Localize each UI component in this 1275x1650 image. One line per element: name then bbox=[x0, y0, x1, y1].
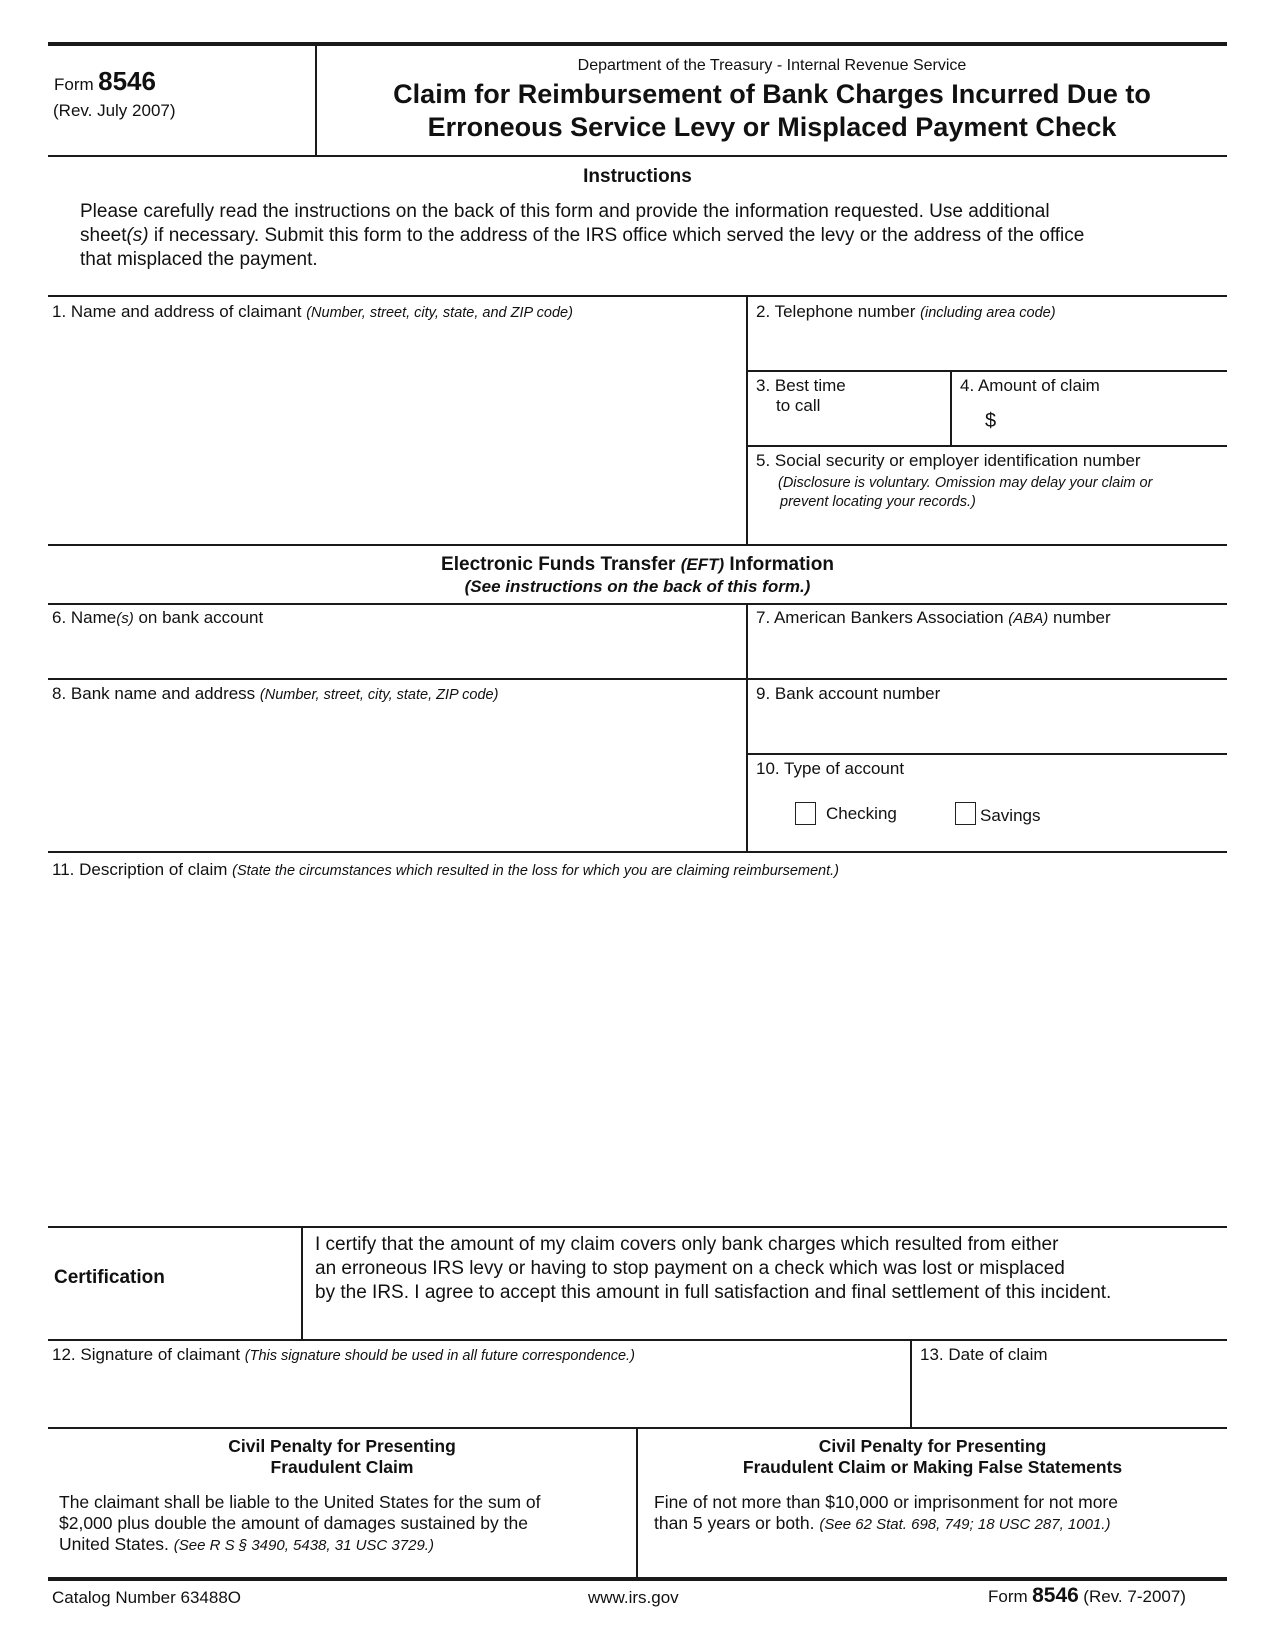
certification-line2: an erroneous IRS levy or having to stop payment on a check which was lost or misplaced bbox=[315, 1258, 1065, 1279]
rule-certification-bottom bbox=[48, 1339, 1227, 1341]
rule-bank-bottom bbox=[48, 851, 1227, 853]
footer-form-revision: (Rev. 7-2007) bbox=[1083, 1587, 1186, 1606]
eft-heading-b: Information bbox=[724, 554, 834, 575]
field-5-label: 5. Social security or employer identification number bbox=[756, 451, 1141, 470]
aba-number-input[interactable] bbox=[756, 636, 1221, 672]
field-6-label-a: 6. Name bbox=[52, 608, 117, 627]
field-2-label bbox=[756, 302, 1056, 323]
eft-heading-italic: (EFT) bbox=[680, 555, 725, 574]
instructions-line2-b: if necessary. Submit this form to the address of the IRS office which served the levy or the address of the office bbox=[148, 225, 1085, 246]
form-title-line2: Erroneous Service Levy or Misplaced Payment Check bbox=[427, 112, 1117, 142]
divider-col-bank bbox=[746, 604, 748, 852]
instructions-text bbox=[80, 200, 1084, 272]
field-12-label bbox=[52, 1345, 635, 1366]
penalty-left bbox=[48, 1436, 636, 1556]
claim-date-input[interactable] bbox=[920, 1372, 1220, 1422]
field-1-hint: (Number, street, city, state, and ZIP code) bbox=[306, 305, 573, 321]
rule-after-f6-f7 bbox=[48, 678, 1227, 680]
ssn-ein-input[interactable] bbox=[756, 515, 1221, 541]
rule-after-f3-f4 bbox=[746, 445, 1227, 447]
footer-form-word: Form bbox=[988, 1587, 1028, 1606]
form-id bbox=[54, 66, 156, 97]
penalty-right-body bbox=[638, 1492, 1227, 1535]
field-6-label-b: on bank account bbox=[133, 608, 264, 627]
field-6-label-italic: (s) bbox=[116, 610, 134, 627]
footer-form-id bbox=[988, 1584, 1186, 1608]
penalty-left-citation: (See R S § 3490, 5438, 31 USC 3729.) bbox=[173, 1537, 434, 1554]
form-word: Form bbox=[54, 75, 94, 94]
field-3-label bbox=[756, 376, 846, 416]
certification-label: Certification bbox=[54, 1267, 165, 1288]
penalty-left-body-line3-text: United States. bbox=[59, 1534, 169, 1554]
penalty-left-body-line3 bbox=[59, 1534, 636, 1556]
field-12-hint: (This signature should be used in all future correspondence.) bbox=[244, 1348, 635, 1364]
header-title-block bbox=[317, 56, 1227, 144]
penalty-right-title-line2: Fraudulent Claim or Making False Statements bbox=[742, 1457, 1123, 1477]
checking-checkbox[interactable] bbox=[795, 802, 816, 825]
field-9-label: 9. Bank account number bbox=[756, 684, 941, 703]
instructions-line1: Please carefully read the instructions on the back of this form and provide the information requested. Use additional bbox=[80, 201, 1050, 222]
divider-signature-date bbox=[910, 1340, 912, 1428]
field-8-hint: (Number, street, city, state, ZIP code) bbox=[259, 687, 499, 703]
field-11-label-text: 11. Description of claim bbox=[52, 860, 228, 879]
field-1-label-text: 1. Name and address of claimant bbox=[52, 302, 302, 321]
certification-line3: by the IRS. I agree to accept this amount in full satisfaction and final settlement of this incident. bbox=[315, 1282, 1112, 1303]
top-rule bbox=[48, 42, 1227, 46]
field-13-label: 13. Date of claim bbox=[920, 1345, 1048, 1364]
penalty-right-body-line2-text: than 5 years or both. bbox=[654, 1513, 815, 1533]
savings-label: Savings bbox=[980, 806, 1041, 825]
field-5-hint-line1: (Disclosure is voluntary. Omission may delay your claim or bbox=[778, 475, 1153, 491]
bank-account-number-input[interactable] bbox=[756, 712, 1221, 748]
rule-after-f9 bbox=[746, 753, 1227, 755]
form-title-line1: Claim for Reimbursement of Bank Charges Incurred Due to bbox=[393, 79, 1151, 109]
rule-after-f2 bbox=[746, 370, 1227, 372]
field-5-hint-line2: prevent locating your records.) bbox=[780, 494, 976, 510]
penalty-left-body bbox=[48, 1492, 636, 1556]
certification-text bbox=[315, 1233, 1111, 1305]
field-6-label bbox=[52, 608, 263, 629]
field-2-label-text: 2. Telephone number bbox=[756, 302, 916, 321]
field-7-label-b: number bbox=[1048, 608, 1111, 627]
field-11-label bbox=[52, 860, 839, 881]
field-12-label-text: 12. Signature of claimant bbox=[52, 1345, 241, 1364]
best-time-to-call-input[interactable] bbox=[846, 410, 946, 440]
instructions-line2-a: sheet bbox=[80, 225, 127, 246]
field-8-label-text: 8. Bank name and address bbox=[52, 684, 256, 703]
field-11-hint: (State the circumstances which resulted in the loss for which you are claiming reimbursement.) bbox=[232, 863, 839, 879]
divider-f3-f4 bbox=[950, 371, 952, 446]
bottom-rule bbox=[48, 1577, 1227, 1581]
header-bottom-rule bbox=[48, 155, 1227, 157]
penalty-right-body-line1: Fine of not more than $10,000 or imprisonment for not more bbox=[654, 1492, 1118, 1512]
instructions-line2 bbox=[80, 224, 1084, 248]
checking-label: Checking bbox=[826, 804, 897, 823]
dollar-sign: $ bbox=[985, 410, 997, 432]
field-4-label: 4. Amount of claim bbox=[960, 376, 1100, 395]
claimant-name-address-input[interactable] bbox=[52, 326, 740, 540]
bank-name-address-input[interactable] bbox=[52, 710, 740, 846]
telephone-input[interactable] bbox=[756, 330, 1221, 364]
certification-line1: I certify that the amount of my claim covers only bank charges which resulted from either bbox=[315, 1234, 1059, 1255]
field-2-hint: (including area code) bbox=[920, 305, 1056, 321]
penalty-right bbox=[638, 1436, 1227, 1535]
penalty-left-body-line2: $2,000 plus double the amount of damages sustained by the bbox=[59, 1513, 528, 1533]
rule-certification-top bbox=[48, 1226, 1227, 1228]
irs-website: www.irs.gov bbox=[588, 1588, 679, 1607]
field-3-label-line2: to call bbox=[776, 396, 821, 415]
penalty-left-body-line1: The claimant shall be liable to the United States for the sum of bbox=[59, 1492, 541, 1512]
penalty-left-title-line2: Fraudulent Claim bbox=[270, 1457, 414, 1477]
field-3-label-line1: 3. Best time bbox=[756, 376, 846, 395]
rule-section1-top bbox=[48, 295, 1227, 297]
field-7-label bbox=[756, 608, 1111, 629]
field-10-label: 10. Type of account bbox=[756, 759, 905, 778]
claim-description-input[interactable] bbox=[52, 886, 1222, 1216]
savings-checkbox[interactable] bbox=[955, 802, 976, 825]
field-8-label bbox=[52, 684, 498, 705]
eft-subheading: (See instructions on the back of this form.) bbox=[464, 577, 811, 596]
rule-eft-bottom bbox=[48, 603, 1227, 605]
form-revision: (Rev. July 2007) bbox=[53, 101, 176, 120]
form-number: 8546 bbox=[98, 66, 156, 96]
penalty-right-citation: (See 62 Stat. 698, 749; 18 USC 287, 1001.) bbox=[819, 1516, 1111, 1533]
penalty-right-body-line2 bbox=[654, 1513, 1227, 1535]
instructions-heading: Instructions bbox=[583, 166, 692, 187]
eft-heading bbox=[48, 554, 1227, 576]
agency-name: Department of the Treasury - Internal Revenue Service bbox=[577, 57, 967, 74]
claim-amount-input[interactable] bbox=[1003, 408, 1221, 438]
eft-heading-a: Electronic Funds Transfer bbox=[441, 554, 681, 575]
field-7-label-a: 7. American Bankers Association bbox=[756, 608, 1009, 627]
footer-form-number: 8546 bbox=[1032, 1584, 1079, 1607]
rule-section1-bottom bbox=[48, 544, 1227, 546]
instructions-line2-italic: (s) bbox=[126, 225, 149, 246]
catalog-number: Catalog Number 63488O bbox=[52, 1588, 242, 1607]
field-1-label bbox=[52, 302, 573, 323]
divider-col-main bbox=[746, 296, 748, 545]
divider-certification bbox=[301, 1227, 303, 1340]
field-7-label-italic: (ABA) bbox=[1008, 610, 1049, 627]
bank-account-names-input[interactable] bbox=[52, 636, 740, 672]
signature-input[interactable] bbox=[52, 1372, 904, 1422]
penalty-left-title-line1: Civil Penalty for Presenting bbox=[228, 1436, 456, 1456]
instructions-line3: that misplaced the payment. bbox=[80, 249, 318, 270]
penalty-right-title-line1: Civil Penalty for Presenting bbox=[818, 1436, 1047, 1456]
